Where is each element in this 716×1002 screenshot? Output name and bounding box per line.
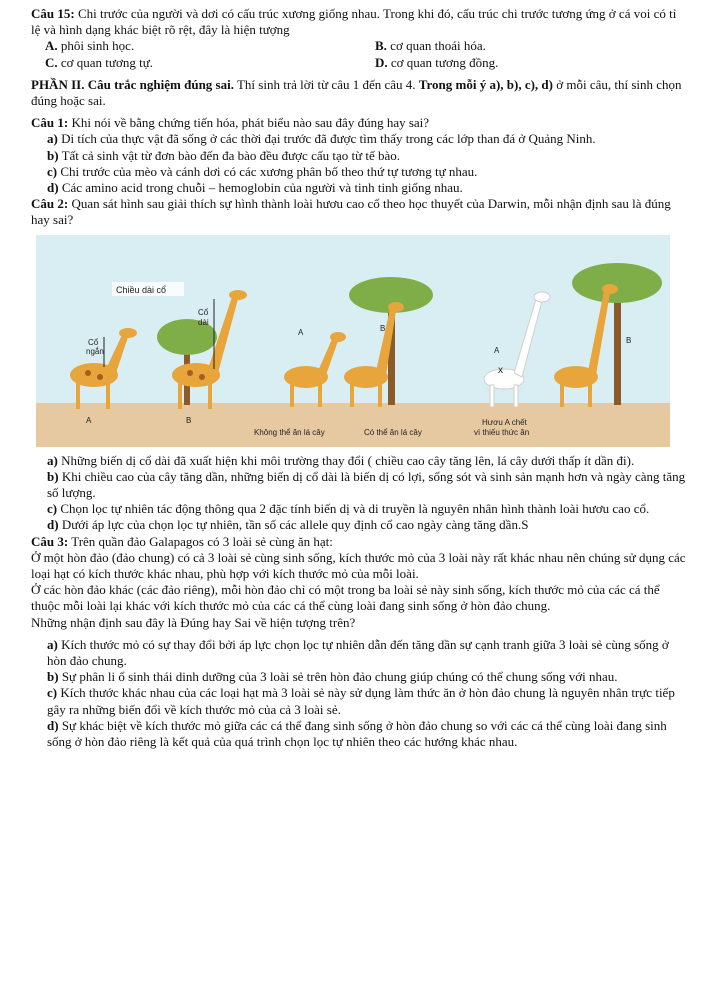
item-key: c) bbox=[47, 163, 58, 179]
q3-item-b bbox=[31, 669, 688, 685]
short-neck-label: Cổ bbox=[88, 337, 99, 347]
label-b-right: B bbox=[626, 335, 632, 345]
question-2 bbox=[31, 196, 688, 228]
item-key: c) bbox=[47, 501, 58, 517]
part-2-text2: ở mỗi câu, thí sinh chọn đúng hoặc sai. bbox=[31, 76, 682, 109]
q2-item-d bbox=[31, 517, 688, 533]
answer-options bbox=[31, 38, 688, 70]
label-b-left: B bbox=[186, 415, 192, 425]
item-text: Những biến dị cổ dài đã xuất hiện khi môi trường thay đổi ( chiều cao cây tăng lên, lá cây dưới thấp ít dần đi). bbox=[57, 452, 635, 468]
option-c[interactable] bbox=[45, 55, 375, 71]
short-neck-label-2: ngắn bbox=[86, 346, 104, 356]
q1-item-d bbox=[31, 180, 688, 196]
long-neck-label: Cổ bbox=[198, 307, 209, 317]
item-key: c) bbox=[47, 685, 58, 701]
item-key: d) bbox=[47, 717, 59, 733]
option-key: A. bbox=[45, 38, 58, 54]
part-2-heading bbox=[31, 77, 688, 109]
question-label: Câu 3: bbox=[31, 533, 69, 549]
item-text: Sự phân li ổ sinh thái dinh dưỡng của 3 loài sẻ trên hòn đảo chung giúp chúng có thể chung sống với nhau. bbox=[58, 669, 618, 685]
question-text: Chi trước của người và dơi có cấu trúc xương giống nhau. Trong khi đó, cấu trúc chi trước tương ứng ở cá voi có tỉ lệ và hình dạng khác biệt rõ rệt, đây là hiện tượng bbox=[31, 6, 677, 38]
question-label: Câu 2: bbox=[31, 196, 69, 212]
caption-lack-food: vì thiếu thức ăn bbox=[474, 427, 530, 437]
question-1 bbox=[31, 115, 688, 131]
option-text: cơ quan thoái hóa. bbox=[390, 38, 486, 54]
q1-item-b bbox=[31, 148, 688, 164]
option-d[interactable] bbox=[375, 55, 688, 71]
caption-can-eat: Có thể ăn lá cây bbox=[364, 427, 422, 437]
q3-item-d bbox=[31, 718, 688, 750]
option-key: C. bbox=[45, 54, 58, 70]
long-neck-label-2: dài bbox=[198, 317, 209, 327]
label-a-left: A bbox=[86, 415, 92, 425]
item-key: a) bbox=[47, 636, 58, 652]
caption-a-died: Hươu A chết bbox=[482, 417, 527, 427]
item-key: a) bbox=[47, 452, 58, 468]
part-2-title: PHẦN II. Câu trắc nghiệm đúng sai. bbox=[31, 76, 234, 92]
option-text: phôi sinh học. bbox=[60, 38, 135, 54]
caption-cannot-eat: Không thể ăn lá cây bbox=[254, 427, 325, 437]
q3-item-a bbox=[31, 637, 688, 669]
option-text: cơ quan tương tự. bbox=[60, 54, 153, 70]
item-text: Các amino acid trong chuỗi – hemoglobin của người và tinh tinh giống nhau. bbox=[58, 180, 463, 196]
neck-length-label: Chiều dài cổ bbox=[116, 284, 167, 295]
item-text: Kích thước mỏ có sự thay đổi bởi áp lực chọn lọc tự nhiên dẫn đến tăng dần sự cạnh tranh giữa 3 loài sẻ cùng sống ở hòn đảo chung. bbox=[47, 636, 669, 669]
label-a-right: A bbox=[494, 345, 500, 355]
label-a-middle: A bbox=[298, 327, 304, 337]
question-label: Câu 15: bbox=[31, 6, 75, 21]
q3-item-c bbox=[31, 685, 688, 717]
option-b[interactable] bbox=[375, 38, 688, 54]
question-text: Trên quần đảo Galapagos có 3 loài sẻ cùng ăn hạt: bbox=[68, 533, 333, 549]
question-15 bbox=[31, 6, 688, 38]
item-text: Kích thước khác nhau của các loại hạt mà 3 loài sẻ này sử dụng làm thức ăn ở hòn đảo chung là nguyên nhân trực tiếp gây ra những biến đổi về kích thước mỏ của cả 3 loài sẻ. bbox=[47, 685, 675, 717]
item-text: Khi chiều cao của cây tăng dần, những biến dị cổ dài là biến dị có lợi, sống sót và sinh sản mạnh hơn và ngày càng tăng số lượng. bbox=[47, 468, 686, 501]
part-2-text: Thí sinh trả lời từ câu 1 đến câu 4. bbox=[233, 76, 419, 92]
option-a[interactable] bbox=[45, 38, 375, 54]
item-text: Chọn lọc tự nhiên tác động thông qua 2 đặc tính biến dị và di truyền là nguyên nhân hình thành loài hươu cao cổ. bbox=[57, 501, 650, 517]
question-text: Khi nói về bằng chứng tiến hóa, phát biểu nào sau đây đúng hay sai? bbox=[68, 115, 430, 131]
question-3 bbox=[31, 534, 688, 550]
option-key: B. bbox=[375, 38, 387, 54]
item-key: b) bbox=[47, 147, 59, 163]
item-text: Chi trước của mèo và cánh dơi có các xương phân bố theo thứ tự tương tự nhau. bbox=[57, 163, 478, 179]
q3-paragraph-1: Ở một hòn đảo (đảo chung) có cả 3 loài sẻ cùng sinh sống, kích thước mỏ của 3 loài này rất khác nhau nên chúng sử dụng các loại hạt có kích thước khác nhau, phù hợp với kích thước mỏ của mỗi loài. bbox=[31, 549, 686, 582]
q2-item-c bbox=[31, 501, 688, 517]
q3-paragraph-3: Những nhận định sau đây là Đúng hay Sai về hiện tượng trên? bbox=[31, 614, 356, 630]
item-key: b) bbox=[47, 468, 59, 484]
item-text: Di tích của thực vật đã sống ở các thời đại trước đã được tìm thấy trong các lớp than đá ở Quảng Ninh. bbox=[57, 131, 596, 147]
ground bbox=[36, 403, 670, 447]
label-x-right: x bbox=[498, 364, 503, 376]
q2-item-b bbox=[31, 469, 688, 501]
item-key: d) bbox=[47, 517, 59, 533]
label-b-middle: B bbox=[380, 323, 386, 333]
item-key: d) bbox=[47, 180, 59, 196]
q3-paragraph-2: Ở các hòn đảo khác (các đảo riêng), mỗi hòn đảo chỉ có một trong ba loài sẻ này sinh sống, kích thước mỏ của các cá thể thuộc mỗi loài lại khác với kích thước mỏ của các cá thể cùng loài đang sinh sống ở hòn đảo chung. bbox=[31, 582, 660, 614]
item-key: b) bbox=[47, 669, 59, 685]
option-text: cơ quan tương đồng. bbox=[390, 54, 499, 70]
option-key: D. bbox=[375, 54, 388, 70]
question-text: Quan sát hình sau giải thích sự hình thành loài hươu cao cổ theo học thuyết của Darwin, mỗi nhận định sau là đúng hay sai? bbox=[31, 196, 671, 228]
q1-item-a bbox=[31, 131, 688, 147]
part-2-bold: Trong mỗi ý a), b), c), d) bbox=[418, 76, 553, 92]
item-text: Sự khác biệt về kích thước mỏ giữa các cá thể đang sinh sống ở hòn đảo chung so với các cá thể cùng loài đang sinh sống ở hòn đảo riêng là kết quả của quá trình chọn lọc tự nhiên theo các hướng khác nhau. bbox=[47, 717, 667, 750]
giraffe-evolution-figure bbox=[36, 235, 670, 447]
item-text: Tất cả sinh vật từ đơn bào đến đa bào đều được cấu tạo từ tế bào. bbox=[58, 147, 401, 163]
q1-item-c bbox=[31, 164, 688, 180]
question-label: Câu 1: bbox=[31, 115, 69, 131]
item-key: a) bbox=[47, 131, 58, 147]
item-text: Dưới áp lực của chọn lọc tự nhiên, tần số các allele quy định cổ cao ngày càng tăng dần.S bbox=[58, 517, 529, 533]
q2-item-a bbox=[31, 453, 688, 469]
